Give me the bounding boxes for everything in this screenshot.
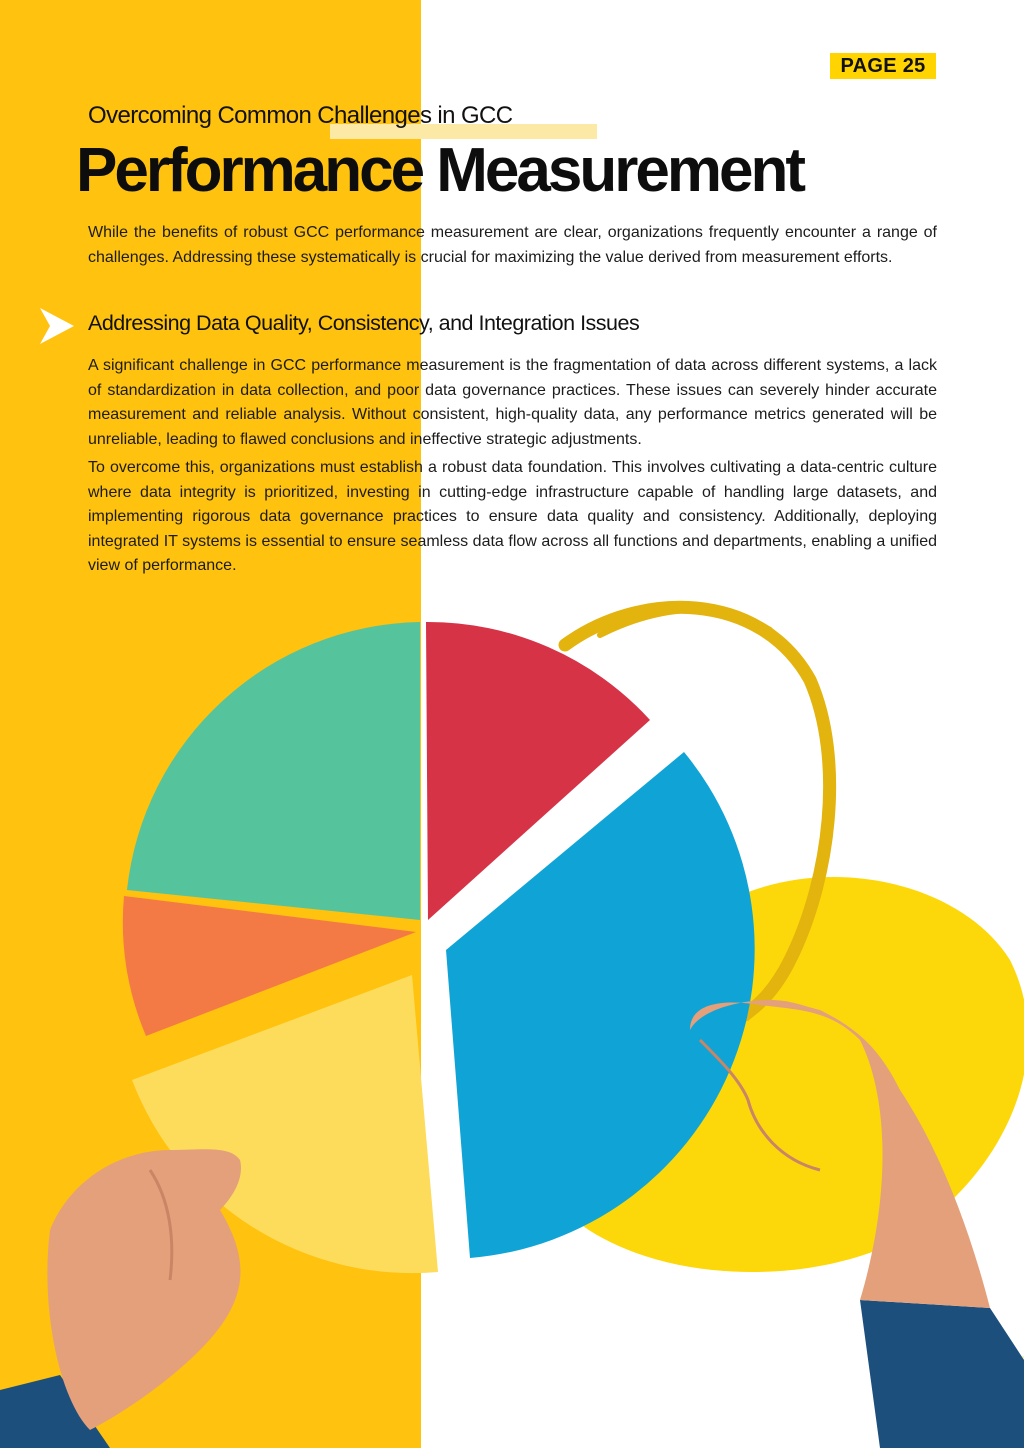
left-hand — [47, 1149, 241, 1430]
section-paragraph-2: To overcome this, organizations must establish a robust data foundation. This involves cultivating a data-centric culture where data integrity is prioritized, investing in cutting-edge infrastructure capable of handling large datasets, and implementing rigorous data governance practices to ensure data quality and consistency. Additionally, deploying integrated IT systems is essential to ensure seamless data flow across all functions and departments, enabling a unified view of performance. — [88, 459, 937, 575]
section-paragraph-1: A significant challenge in GCC performance measurement is the fragmentation of data across different systems, a lack of standardization in data collection, and poor data governance practices. These issues can severely hinder accurate measurement and reliable analysis. Without consistent, high-quality data, any performance metrics generated will be unreliable, leading to flawed conclusions and ineffective strategic adjustments. — [88, 357, 937, 448]
page-number-badge: PAGE 25 — [830, 53, 936, 79]
right-sleeve — [860, 1300, 1024, 1448]
intro-paragraph: While the benefits of robust GCC performance measurement are clear, organizations frequently encounter a range of challenges. Addressing these systematically is crucial for maximizing the value derived from measurement efforts. — [88, 224, 937, 266]
section-heading: Addressing Data Quality, Consistency, and Integration Issues — [88, 311, 640, 335]
page-title: Performance Measurement — [76, 136, 803, 205]
page-kicker: Overcoming Common Challenges in GCC — [88, 102, 513, 129]
pie-chart-illustration — [0, 580, 1024, 1448]
triangle-arrow-icon — [38, 306, 76, 346]
pie-slice-green — [127, 622, 420, 920]
